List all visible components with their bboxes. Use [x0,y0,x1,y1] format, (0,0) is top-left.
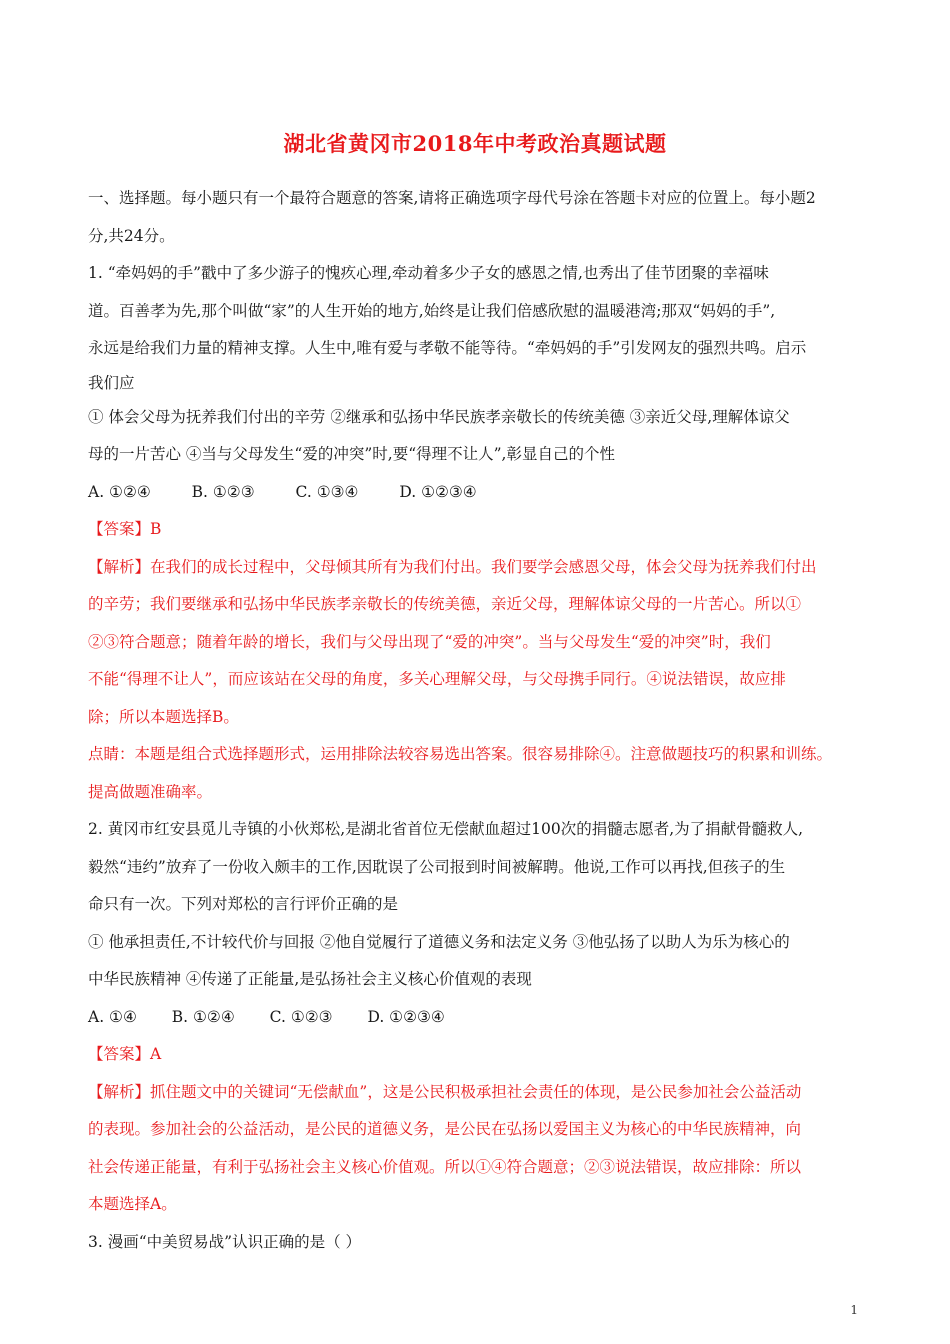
q2-stem-line: 2. 黄冈市红安县觅儿寺镇的小伙郑松,是湖北省首位无偿献血超过100次的捐髓志愿者,为了捐献骨髓救人, [88,820,804,838]
q1-stem-line: 永远是给我们力量的精神支撑。人生中,唯有爱与孝敬不能等待。“牵妈妈的手”引发网友的强烈共鸣。启示 [88,339,807,357]
q1-analysis-line: 的辛劳；我们要继承和弘扬中华民族孝亲敬长的传统美德，亲近父母，理解体谅父母的一片苦心。所以① [88,595,802,613]
q2-option-b: B. ①②④ [171,1007,235,1026]
q2-stem-line: 毅然“违约”放弃了一份收入颇丰的工作,因耽误了公司报到时间被解聘。他说,工作可以再找,但孩子的生 [88,857,786,876]
q2-analysis-line: 本题选择A。 [88,1195,177,1213]
page-number: 1 [850,1303,858,1317]
q2-item-line: ① 他承担责任,不计较代价与回报 ②他自觉履行了道德义务和法定义务 ③他弘扬了以助人为乐为核心的 [88,932,790,951]
q2-answer: 【答案】A [88,1045,162,1063]
q2-option-d: D. ①②③④ [367,1007,445,1026]
q1-analysis-line: 【解析】在我们的成长过程中，父母倾其所有为我们付出。我们要学会感恩父母，体会父母为抚养我们付出 [88,557,817,576]
q2-analysis-line: 【解析】抓住题文中的关键词“无偿献血”，这是公民积极承担社会责任的体现，是公民参加社会公益活动 [88,1082,802,1101]
q1-tip-line: 提高做题准确率。 [88,782,213,801]
q1-stem-line: 我们应 [88,373,135,392]
q2-analysis-line: 的表现。参加社会的公益活动，是公民的道德义务，是公民在弘扬以爱国主义为核心的中华民族精神，向 [88,1120,802,1138]
q2-option-c: C. ①②③ [269,1007,333,1026]
q1-answer: 【答案】B [88,520,162,538]
q1-option-a: A. ①②④ [88,482,151,501]
q2-option-a: A. ①④ [88,1007,137,1026]
q1-analysis-line: ②③符合题意；随着年龄的增长，我们与父母出现了“爱的冲突”。当与父母发生“爱的冲突”时，我们 [88,632,771,651]
q2-item-line: 中华民族精神 ④传递了正能量,是弘扬社会主义核心价值观的表现 [88,970,532,988]
q1-option-b: B. ①②③ [191,482,255,501]
q1-item-line: 母的一片苦心 ④当与父母发生“爱的冲突”时,要“得理不让人”,彰显自己的个性 [88,445,615,463]
q3-stem-line: 3. 漫画“中美贸易战”认识正确的是（ ） [88,1232,361,1251]
q1-tip-line: 点睛：本题是组合式选择题形式，运用排除法较容易选出答案。很容易排除④。注意做题技巧的积累和训练。 [88,745,833,763]
q2-stem-line: 命只有一次。下列对郑松的言行评价正确的是 [88,895,399,913]
q1-stem-line: 1. “牵妈妈的手”戳中了多少游子的愧疚心理,牵动着多少子女的感恩之情,也秀出了佳节团聚的幸福味 [88,264,769,282]
q2-options [88,999,868,1037]
q1-option-c: C. ①③④ [295,482,359,501]
page-title: 湖北省黄冈市2018年中考政治真题试题 [283,131,667,156]
q1-option-d: D. ①②③④ [399,482,477,501]
intro-line: 一、选择题。每小题只有一个最符合题意的答案,请将正确选项字母代号涂在答题卡对应的位置上。每小题2 [88,189,816,207]
q1-options [88,474,868,512]
q2-analysis-line: 社会传递正能量，有利于弘扬社会主义核心价值观。所以①④符合题意；②③说法错误，故应排除：所以 [88,1157,802,1176]
q1-analysis-line: 不能“得理不让人”，而应该站在父母的角度，多关心理解父母，与父母携手同行。④说法错误，故应排 [88,670,786,688]
q1-item-line: ① 体会父母为抚养我们付出的辛劳 ②继承和弘扬中华民族孝亲敬长的传统美德 ③亲近父母,理解体谅父 [88,407,790,426]
intro-line: 分,共24分。 [88,226,175,245]
q1-analysis-line: 除；所以本题选择B。 [88,707,239,726]
q1-stem-line: 道。百善孝为先,那个叫做“家”的人生开始的地方,始终是让我们倍感欣慰的温暖港湾;那双“妈妈的手”, [88,301,776,320]
document-body [88,180,868,1261]
